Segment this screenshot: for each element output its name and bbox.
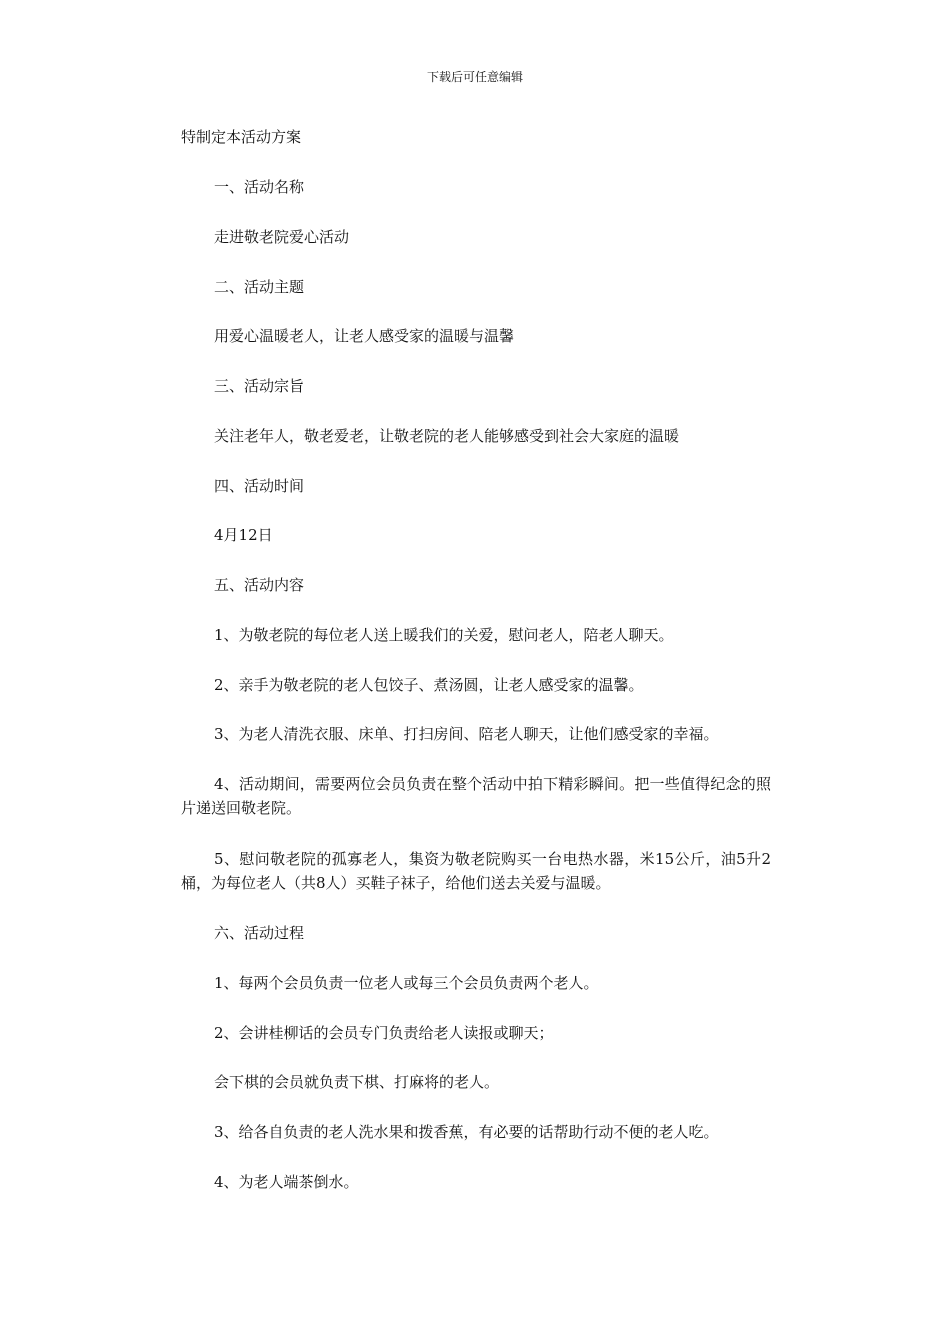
section1-text: 走进敬老院爱心活动	[214, 228, 350, 246]
section6-item-2-cont: 会下棋的会员就负责下棋、打麻将的老人。	[214, 1073, 500, 1091]
section5-item-2: 2、亲手为敬老院的老人包饺子、煮汤圆，让老人感受家的温馨。	[214, 676, 644, 694]
section5-item-3: 3、为老人清洗衣服、床单、打扫房间、陪老人聊天，让他们感受家的幸福。	[214, 725, 719, 743]
page-header-note: 下载后可任意编辑	[426, 70, 523, 84]
section6-item-3: 3、给各自负责的老人洗水果和拨香蕉，有必要的话帮助行动不便的老人吃。	[214, 1123, 719, 1141]
section6-item-2: 2、会讲桂柳话的会员专门负责给老人读报或聊天；	[214, 1024, 554, 1042]
section4-heading: 四、活动时间	[214, 477, 305, 495]
section5-heading: 五、活动内容	[214, 576, 305, 594]
section4-text: 4月12日	[214, 526, 273, 544]
section2-text: 用爱心温暖老人，让老人感受家的温暖与温馨	[214, 327, 515, 345]
section1-heading: 一、活动名称	[214, 178, 305, 196]
section3-heading: 三、活动宗旨	[214, 377, 305, 395]
section5-item-5: 5、慰问敬老院的孤寡老人，集资为敬老院购买一台电热水器，米15公斤，油5升2桶，为每位老人（共8人）买鞋子袜子，给他们送去关爱与温暖。	[181, 850, 771, 892]
section2-heading: 二、活动主题	[214, 278, 305, 296]
section6-item-1: 1、每两个会员负责一位老人或每三个会员负责两个老人。	[214, 974, 599, 992]
section5-item-1: 1、为敬老院的每位老人送上暖我们的关爱，慰问老人，陪老人聊天。	[214, 626, 674, 644]
intro-line: 特制定本活动方案	[181, 128, 302, 146]
section6-item-4: 4、为老人端茶倒水。	[214, 1173, 359, 1191]
section3-text: 关注老年人，敬老爱老，让敬老院的老人能够感受到社会大家庭的温暖	[214, 427, 680, 445]
section6-heading: 六、活动过程	[214, 924, 305, 942]
section5-item-4: 4、活动期间，需要两位会员负责在整个活动中拍下精彩瞬间。把一些值得纪念的照片递送回敬老院。	[181, 775, 771, 817]
